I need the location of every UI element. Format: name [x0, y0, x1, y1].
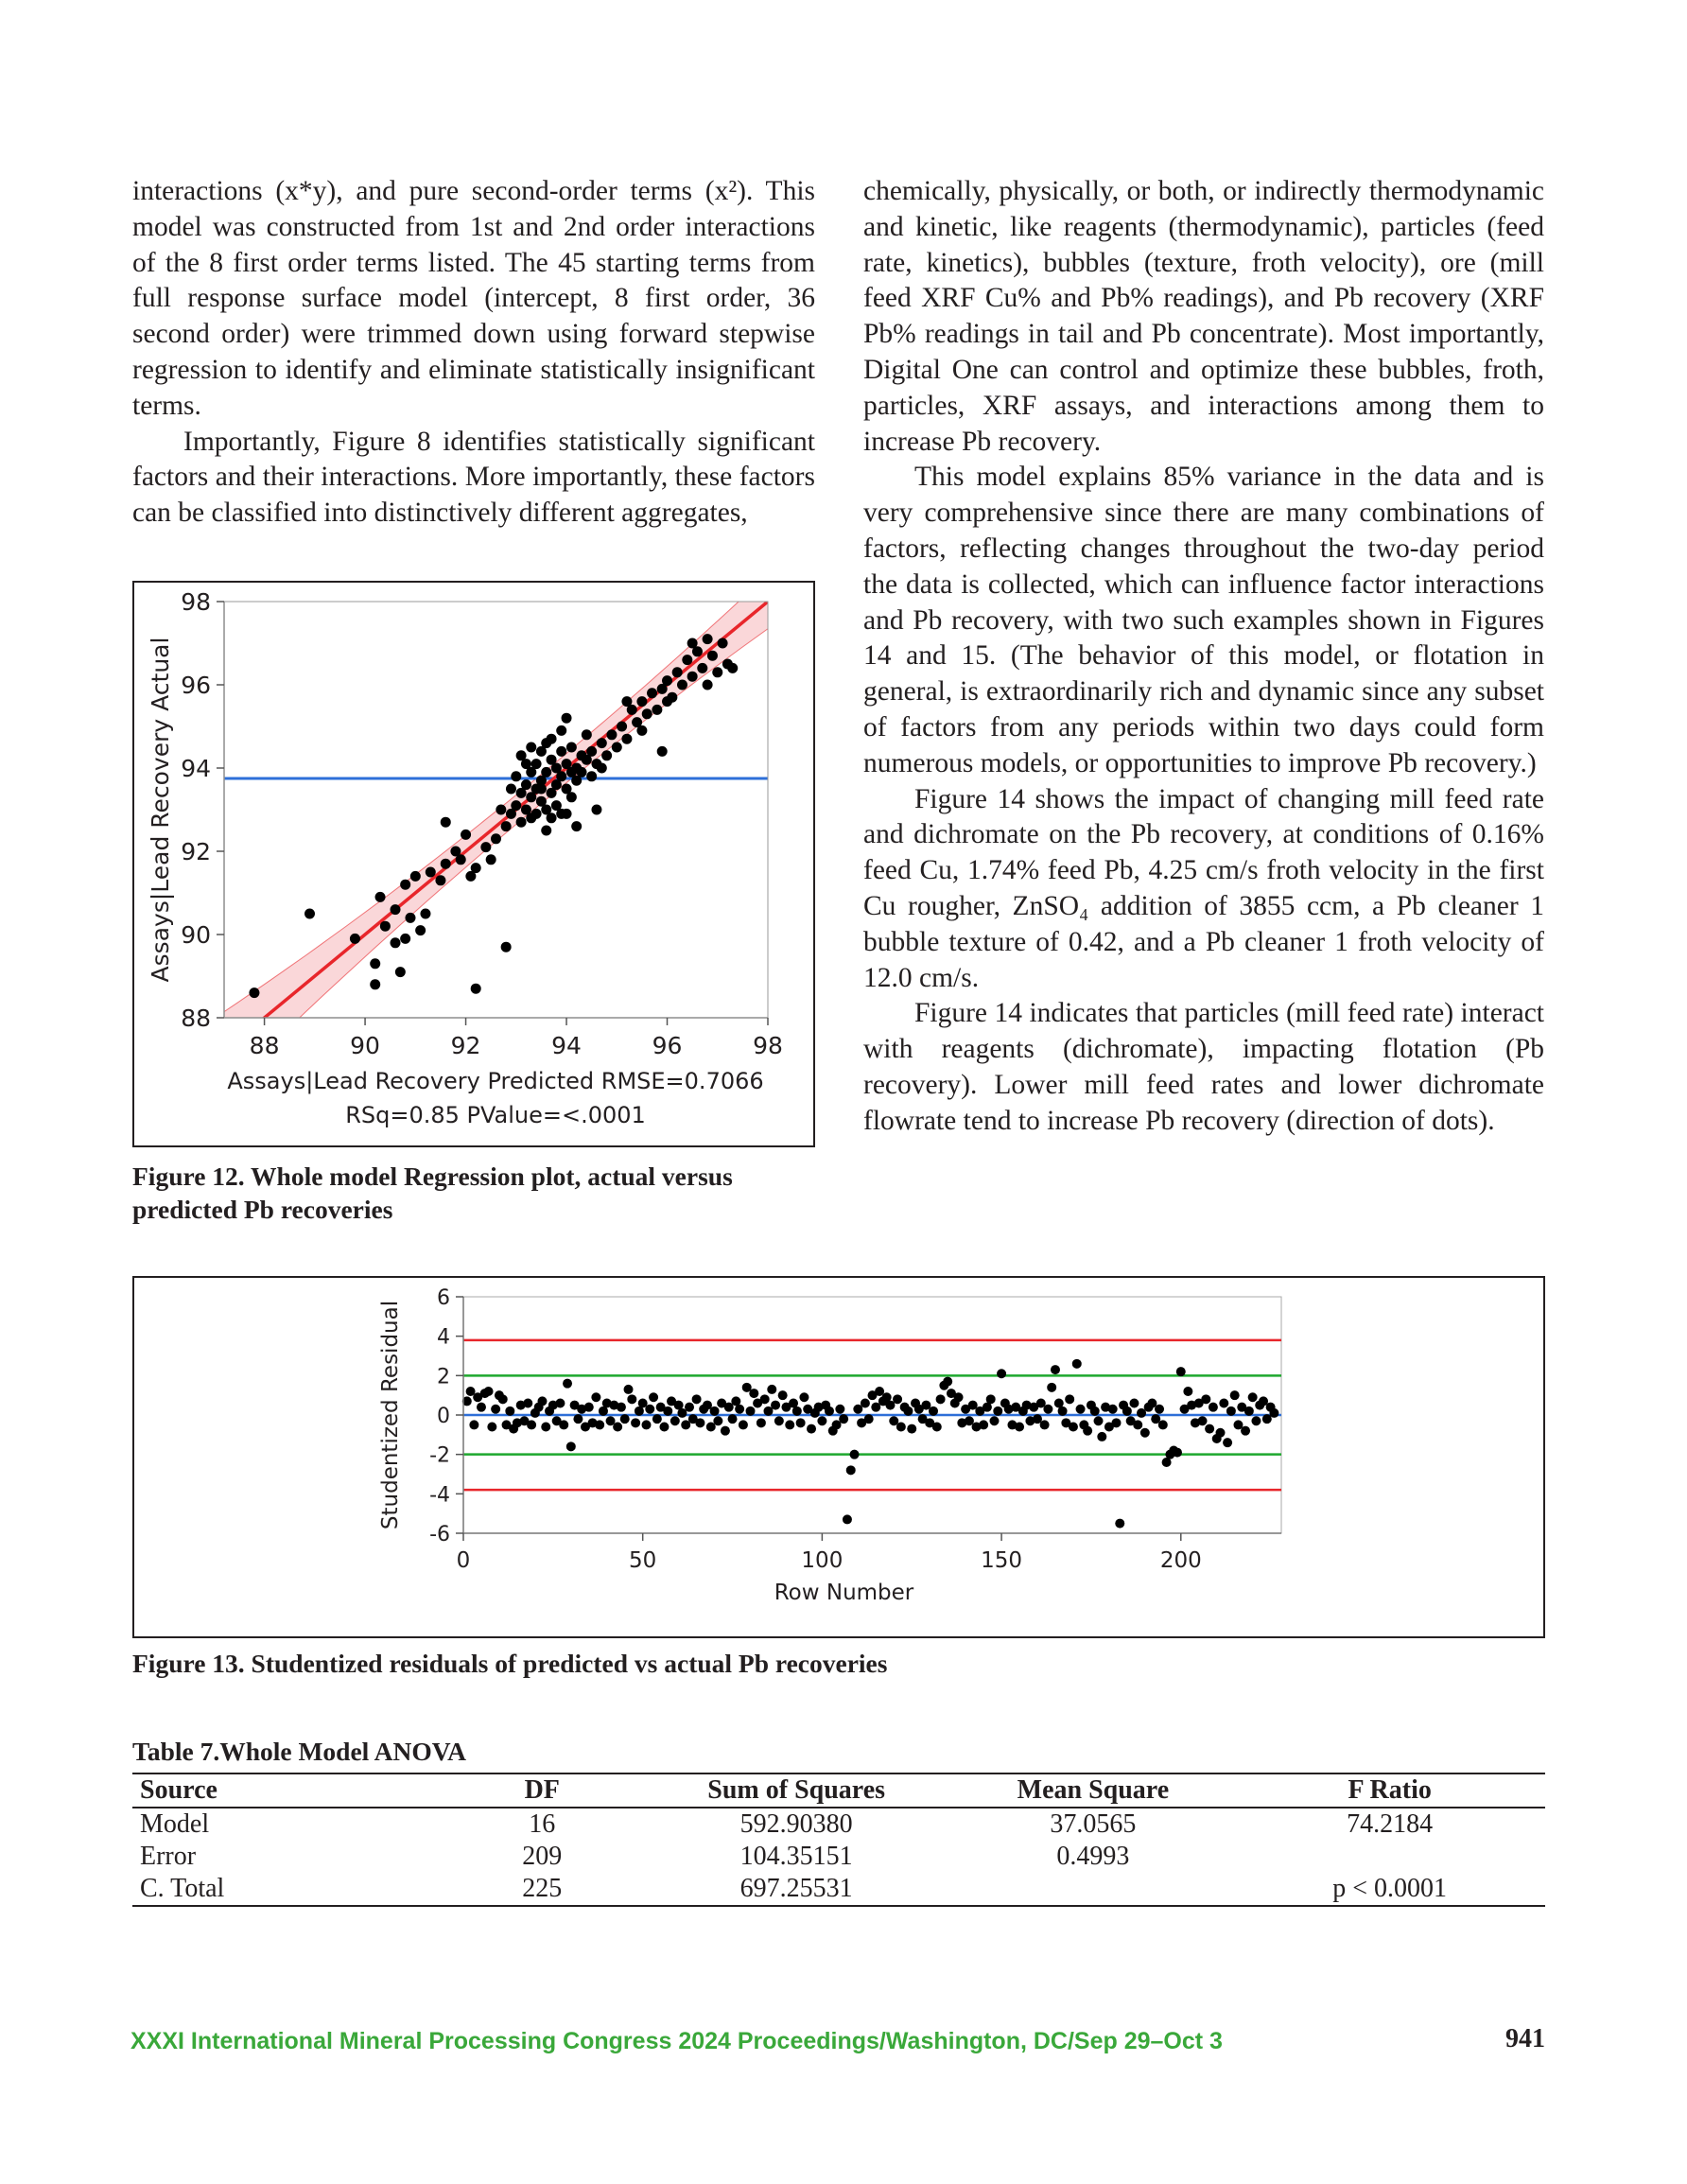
- data-point: [566, 1441, 576, 1451]
- table-cell: 0.4993: [1056, 1842, 1130, 1871]
- data-point: [370, 979, 380, 989]
- data-point: [792, 1406, 802, 1416]
- data-point: [456, 854, 466, 865]
- data-point: [703, 680, 713, 690]
- figure-13-caption: Figure 13. Studentized residuals of predicted vs actual Pb recoveries: [132, 1649, 888, 1678]
- data-point: [601, 750, 612, 760]
- column-header: F Ratio: [1348, 1775, 1432, 1805]
- x-tick-label: 98: [753, 1032, 783, 1059]
- data-point: [556, 746, 566, 757]
- data-point: [997, 1369, 1006, 1378]
- data-point: [582, 729, 592, 740]
- data-point: [487, 1423, 496, 1432]
- paragraph: Importantly, Figure 8 identifies statistically significant factors and their interactions. More importantly, these factors can be classified into distinctively different aggregates,: [132, 426, 815, 529]
- data-point: [1269, 1408, 1278, 1418]
- data-point: [1216, 1428, 1226, 1438]
- fit-line: [224, 602, 768, 1051]
- y-tick-label: 98: [181, 588, 211, 616]
- data-point: [471, 863, 481, 873]
- data-point: [621, 734, 632, 744]
- data-point: [461, 830, 471, 840]
- data-point: [713, 1416, 722, 1425]
- data-point: [703, 634, 713, 644]
- data-point: [1140, 1428, 1150, 1438]
- table-row: [132, 1841, 1545, 1873]
- table-row: [132, 1873, 1545, 1906]
- anova-table: [132, 1773, 1545, 1907]
- data-point: [1115, 1519, 1124, 1529]
- data-point: [541, 826, 551, 836]
- x-axis-label-stats: RSq=0.85 PValue=<.0001: [345, 1102, 646, 1128]
- data-point: [506, 784, 516, 795]
- data-point: [727, 663, 738, 673]
- data-point: [659, 1423, 669, 1432]
- data-point: [1223, 1438, 1232, 1447]
- data-point: [636, 725, 647, 736]
- data-point: [537, 1396, 547, 1406]
- paragraph: Figure 14 shows the impact of changing mill feed rate and dichromate on the Pb recovery, at conditions of 0.16% feed Cu, 1.74% feed Pb, 4.25 cm/s froth velocity in the first Cu rougher, ZnSO₄ addition of 3855 ccm, a Pb cleaner 1 bubble texture of 0.42, and a Pb cleaner 1 froth velocity of 12.0 cm/s.: [863, 783, 1544, 993]
- data-point: [527, 1420, 536, 1429]
- data-point: [597, 738, 607, 748]
- figure-13: [132, 1276, 1545, 1638]
- data-point: [1072, 1359, 1082, 1369]
- residual-plot: [134, 1278, 1543, 1636]
- data-point: [993, 1406, 1002, 1416]
- data-point: [1219, 1399, 1228, 1408]
- data-point: [420, 909, 430, 919]
- y-tick-label: 2: [437, 1365, 450, 1389]
- data-point: [1122, 1406, 1132, 1416]
- table-cell: 697.25531: [739, 1874, 853, 1903]
- data-point: [1133, 1420, 1142, 1429]
- data-point: [641, 1420, 651, 1429]
- data-point: [695, 1418, 704, 1427]
- column-header: Mean Square: [1017, 1775, 1170, 1805]
- table-cell: [952, 1873, 1235, 1906]
- data-point: [516, 817, 527, 828]
- data-point: [573, 1414, 583, 1424]
- table-title: Table 7.Whole Model ANOVA: [132, 1737, 466, 1766]
- data-point: [979, 1420, 988, 1429]
- data-point: [662, 675, 672, 686]
- data-point: [621, 696, 632, 707]
- right-column: [863, 174, 1544, 1140]
- data-point: [526, 743, 536, 753]
- y-tick-label: 90: [181, 921, 211, 949]
- footer-text: XXXI International Mineral Processing Congress 2024 Proceedings/Washington, DC/Sep 29–Oct 3: [130, 2028, 1223, 2054]
- data-point: [435, 875, 445, 885]
- data-point: [1015, 1423, 1024, 1432]
- y-axis-label: Studentized Residual: [378, 1300, 403, 1530]
- data-point: [893, 1394, 902, 1404]
- data-point: [903, 1406, 913, 1416]
- table-row: [132, 1808, 1545, 1841]
- data-point: [1069, 1423, 1078, 1432]
- x-tick-label: 92: [450, 1032, 481, 1059]
- data-point: [1198, 1416, 1208, 1425]
- x-axis-label: Row Number: [774, 1581, 914, 1605]
- data-point: [556, 771, 566, 781]
- data-point: [864, 1414, 874, 1424]
- data-point: [577, 767, 587, 778]
- y-tick-label: 4: [437, 1325, 450, 1350]
- data-point: [835, 1405, 844, 1414]
- table-header-row: [132, 1773, 1545, 1808]
- y-tick-label: -2: [429, 1443, 450, 1468]
- data-point: [591, 805, 601, 815]
- data-point: [739, 1420, 748, 1429]
- data-point: [771, 1401, 780, 1410]
- page-number: 941: [1505, 2024, 1545, 2053]
- data-point: [796, 1418, 806, 1427]
- data-point: [556, 725, 566, 736]
- data-point: [645, 1405, 654, 1414]
- column-header: Sum of Squares: [707, 1775, 886, 1805]
- table-cell: Error: [140, 1842, 197, 1871]
- data-point: [541, 767, 551, 778]
- data-point: [531, 809, 542, 819]
- column-header: Source: [140, 1775, 217, 1805]
- data-point: [521, 759, 531, 769]
- data-point: [1040, 1420, 1050, 1429]
- regression-plot: [134, 583, 813, 1145]
- paragraph: This model explains 85% variance in the data and is very comprehensive since there are many combinations of factors, reflecting changes throughout the two-day period the data is collected, which can influence factor interactions and Pb recovery, with two such examples shown in Figures 14 and 15. (The behavior of this model, or flotation in general, is extraordinarily rich and dynamic since any subset of factors from any periods within two days could form numerous models, or opportunities to improve Pb recovery.): [863, 462, 1544, 778]
- data-point: [1209, 1403, 1218, 1412]
- data-point: [523, 1399, 532, 1408]
- table-cell: 74.2184: [1347, 1809, 1434, 1839]
- table-cell: p < 0.0001: [1332, 1874, 1448, 1903]
- data-point: [1183, 1387, 1192, 1396]
- data-point: [606, 729, 617, 740]
- data-point: [375, 892, 386, 902]
- data-point: [496, 805, 506, 815]
- x-tick-label: 50: [629, 1548, 657, 1573]
- x-axis-label: Assays|Lead Recovery Predicted RMSE=0.7066: [227, 1068, 764, 1094]
- data-point: [767, 1385, 776, 1394]
- x-tick-label: 200: [1159, 1548, 1202, 1573]
- data-point: [441, 817, 451, 828]
- paragraph: chemically, physically, or both, or indirectly thermodynamic and kinetic, like reagents (thermodynamic), particles (feed rate, kinetics), bubbles (texture, froth velocity), ore (mill feed XRF Cu% and Pb% readings), and Pb recovery (XRF Pb% readings in tail and Pb concentrate). Most importantly, Digital One can control and optimize these bubbles, froth, particles, XRF assays, and interactions among them to increase Pb recovery.: [863, 176, 1544, 457]
- data-point: [541, 738, 551, 748]
- data-point: [954, 1392, 964, 1402]
- data-point: [861, 1399, 870, 1408]
- data-point: [571, 821, 582, 831]
- data-point: [989, 1416, 999, 1425]
- data-point: [657, 746, 668, 757]
- data-point: [541, 1423, 550, 1432]
- data-point: [825, 1406, 834, 1416]
- data-point: [1094, 1416, 1104, 1425]
- data-point: [617, 722, 627, 732]
- left-column: [132, 174, 815, 532]
- paragraph: interactions (x*y), and pure second-order terms (x²). This model was constructed from 1st and 2nd order interactions of the 8 first order terms listed. The 45 starting terms from full response surface model (intercept, 8 first order, 36 second order) were trimmed down using forward stepwise regression to identify and eliminate statistically insignificant terms.: [132, 176, 815, 421]
- data-point: [1158, 1420, 1168, 1429]
- data-point: [501, 821, 512, 831]
- data-point: [1230, 1390, 1240, 1400]
- data-point: [484, 1387, 494, 1396]
- data-point: [670, 1416, 680, 1425]
- data-point: [1043, 1405, 1052, 1414]
- data-point: [415, 925, 426, 935]
- data-point: [707, 651, 718, 661]
- paragraph: Figure 14 indicates that particles (mill feed rate) interact with reagents (dichromate), impacting flotation (Pb recovery). Lower mill feed rates and lower dichromate flowrate tend to increase Pb recovery (direction of dots).: [863, 998, 1544, 1136]
- data-point: [1047, 1383, 1056, 1392]
- data-point: [712, 667, 722, 677]
- data-point: [400, 934, 410, 944]
- data-point: [943, 1377, 952, 1387]
- y-tick-label: 6: [437, 1286, 450, 1310]
- data-point: [692, 646, 703, 656]
- data-point: [395, 967, 406, 977]
- data-point: [1244, 1406, 1254, 1416]
- data-point: [624, 1385, 634, 1394]
- data-point: [1129, 1399, 1139, 1408]
- table-cell: [1234, 1841, 1545, 1873]
- data-point: [907, 1424, 916, 1434]
- plot-area: [224, 583, 768, 1091]
- data-point: [1173, 1448, 1182, 1458]
- data-point: [566, 792, 577, 802]
- data-point: [728, 1414, 738, 1424]
- data-point: [663, 1406, 672, 1416]
- data-point: [1205, 1424, 1214, 1434]
- data-point: [400, 880, 410, 890]
- x-tick-label: 0: [456, 1548, 471, 1573]
- data-point: [936, 1394, 946, 1404]
- data-point: [441, 859, 451, 869]
- data-point: [749, 1389, 758, 1398]
- data-point: [410, 871, 421, 882]
- data-point: [405, 913, 415, 923]
- data-point: [491, 833, 501, 844]
- data-point: [491, 1405, 500, 1414]
- data-point: [1090, 1406, 1100, 1416]
- x-tick-label: 96: [652, 1032, 683, 1059]
- data-point: [785, 1420, 794, 1429]
- x-tick-label: 94: [551, 1032, 582, 1059]
- data-point: [566, 743, 577, 753]
- data-point: [555, 1399, 565, 1408]
- data-point: [697, 663, 707, 673]
- data-point: [662, 696, 672, 707]
- x-tick-label: 150: [981, 1548, 1023, 1573]
- data-point: [799, 1392, 809, 1402]
- y-axis-label: Assays|Lead Recovery Actual: [147, 637, 174, 983]
- table-cell: 592.90380: [739, 1809, 853, 1839]
- data-point: [613, 1423, 622, 1432]
- data-point: [1155, 1405, 1164, 1414]
- data-point: [757, 1418, 766, 1427]
- data-point: [511, 771, 521, 781]
- data-point: [1097, 1432, 1106, 1441]
- data-point: [636, 696, 647, 707]
- y-tick-label: 0: [437, 1405, 450, 1428]
- data-point: [391, 937, 401, 948]
- data-point: [774, 1416, 784, 1425]
- data-point: [631, 1418, 640, 1427]
- data-point: [620, 1414, 630, 1424]
- data-point: [597, 763, 607, 774]
- data-point: [586, 746, 597, 757]
- data-point: [1058, 1406, 1068, 1416]
- data-point: [591, 1392, 600, 1402]
- y-tick-label: 92: [181, 838, 211, 865]
- data-point: [735, 1405, 744, 1414]
- data-point: [846, 1465, 856, 1475]
- data-point: [391, 904, 401, 915]
- data-point: [929, 1406, 938, 1416]
- data-point: [370, 958, 380, 969]
- table-cell: 104.35151: [739, 1842, 853, 1871]
- data-point: [1065, 1394, 1074, 1404]
- data-point: [559, 1420, 568, 1429]
- table-cell: Model: [140, 1809, 210, 1839]
- table-cell: 209: [522, 1842, 563, 1871]
- data-point: [652, 1414, 662, 1424]
- data-point: [718, 638, 728, 649]
- data-point: [563, 1379, 572, 1389]
- data-point: [350, 934, 360, 944]
- data-point: [721, 1426, 730, 1436]
- table-cell: C. Total: [140, 1874, 225, 1903]
- data-point: [304, 909, 315, 919]
- y-tick-label: -4: [429, 1483, 450, 1508]
- y-tick-label: 94: [181, 755, 211, 782]
- table-cell: 225: [522, 1874, 563, 1903]
- data-point: [477, 1403, 486, 1412]
- data-point: [896, 1423, 906, 1432]
- figure-12: [132, 581, 815, 1147]
- data-point: [760, 1394, 770, 1404]
- data-point: [932, 1423, 942, 1432]
- table-cell: 37.0565: [1050, 1809, 1137, 1839]
- data-point: [746, 1406, 756, 1416]
- data-point: [1111, 1418, 1121, 1427]
- data-point: [1248, 1392, 1258, 1402]
- table-cell: 16: [529, 1809, 556, 1839]
- data-point: [531, 759, 542, 769]
- data-point: [1176, 1367, 1186, 1376]
- data-point: [682, 655, 692, 665]
- data-point: [480, 842, 491, 852]
- y-tick-label: 88: [181, 1005, 211, 1032]
- data-point: [642, 708, 652, 719]
- x-tick-label: 100: [801, 1548, 844, 1573]
- data-point: [685, 1403, 694, 1412]
- data-point: [1226, 1406, 1236, 1416]
- x-tick-label: 90: [350, 1032, 380, 1059]
- data-point: [486, 854, 496, 865]
- data-point: [807, 1424, 816, 1434]
- x-tick-label: 88: [249, 1032, 280, 1059]
- data-point: [672, 667, 683, 677]
- data-point: [1051, 1365, 1060, 1374]
- data-point: [536, 784, 547, 795]
- column-header: DF: [524, 1775, 560, 1805]
- data-point: [1083, 1426, 1092, 1436]
- data-point: [595, 1420, 604, 1429]
- data-point: [1241, 1426, 1250, 1436]
- data-point: [778, 1390, 788, 1400]
- data-point: [471, 984, 481, 994]
- data-point: [586, 771, 597, 781]
- data-point: [562, 809, 572, 819]
- data-point: [710, 1406, 720, 1416]
- data-point: [505, 1406, 514, 1416]
- y-tick-label: 96: [181, 672, 211, 699]
- data-point: [562, 713, 572, 724]
- data-point: [617, 1403, 626, 1412]
- data-point: [817, 1416, 826, 1425]
- data-point: [652, 705, 662, 715]
- data-point: [677, 680, 687, 690]
- data-point: [843, 1514, 852, 1524]
- data-point: [687, 672, 698, 682]
- data-point: [647, 688, 657, 698]
- data-point: [986, 1394, 996, 1404]
- y-tick-label: -6: [429, 1523, 450, 1546]
- data-point: [249, 987, 259, 998]
- data-point: [380, 921, 391, 932]
- data-point: [1201, 1394, 1210, 1404]
- data-point: [584, 1403, 594, 1412]
- data-point: [649, 1392, 658, 1402]
- data-point: [547, 812, 557, 823]
- data-point: [426, 867, 436, 878]
- figure-12-caption: Figure 12. Whole model Regression plot, actual versus predicted Pb recoveries: [132, 1162, 733, 1224]
- data-point: [1108, 1405, 1118, 1414]
- data-point: [511, 800, 521, 811]
- data-point: [850, 1450, 860, 1459]
- data-point: [469, 1420, 478, 1429]
- data-point: [839, 1414, 848, 1424]
- data-point: [498, 1394, 508, 1404]
- data-point: [612, 743, 622, 753]
- data-point: [1076, 1405, 1086, 1414]
- data-point: [627, 1394, 636, 1404]
- data-point: [521, 779, 531, 790]
- data-point: [692, 1394, 702, 1404]
- data-point: [501, 942, 512, 952]
- data-point: [1251, 1416, 1261, 1425]
